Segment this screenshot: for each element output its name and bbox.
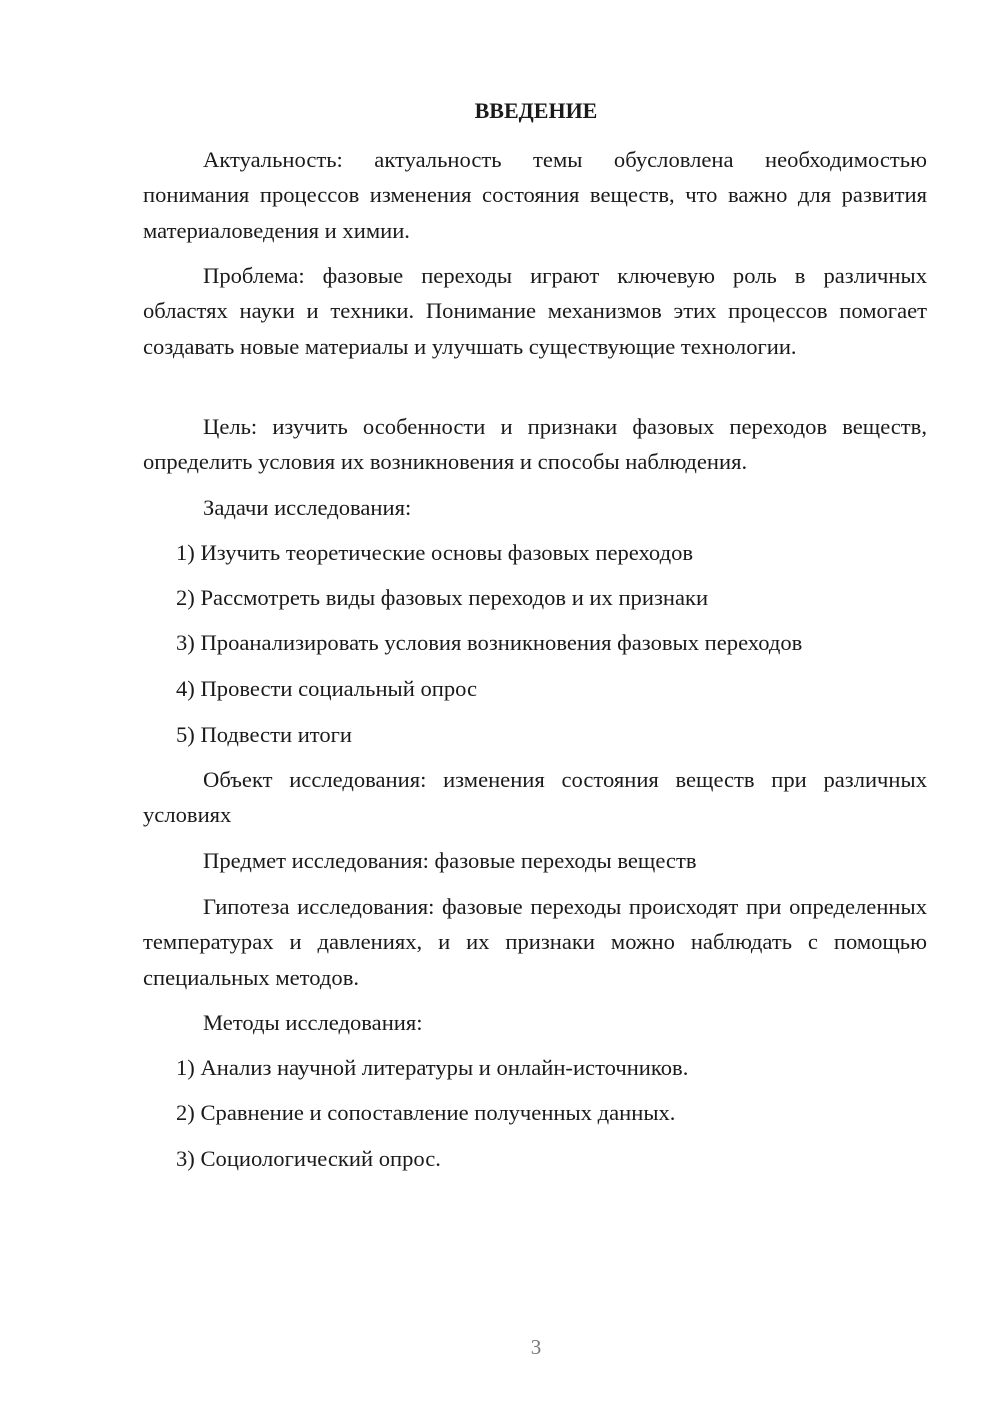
relevance-paragraph: Актуальность: актуальность темы обусловлена необходимостью понимания процессов изменения состояния веществ, что важно для развития материаловедения и химии. (143, 147, 927, 243)
object-paragraph: Объект исследования: изменения состояния веществ при различных условиях (143, 767, 927, 828)
method-item-1: 1) Анализ научной литературы и онлайн-источников. (176, 1055, 689, 1080)
task-item-1: 1) Изучить теоретические основы фазовых переходов (176, 540, 694, 565)
page-title: ВВЕДЕНИЕ (474, 98, 598, 123)
problem-paragraph: Проблема: фазовые переходы играют ключевую роль в различных областях науки и техники. Понимание механизмов этих процессов помогает создавать новые материалы и улучшать существующие технологии. (143, 263, 927, 359)
tasks-heading: Задачи исследования: (203, 495, 412, 520)
subject-line: Предмет исследования: фазовые переходы веществ (203, 848, 697, 873)
method-item-2: 2) Сравнение и сопоставление полученных данных. (176, 1100, 676, 1125)
page-number: 3 (530, 1335, 542, 1359)
methods-heading: Методы исследования: (203, 1010, 423, 1035)
method-item-3: 3) Социологический опрос. (176, 1146, 441, 1171)
task-item-2: 2) Рассмотреть виды фазовых переходов и их признаки (176, 585, 709, 610)
goal-paragraph: Цель: изучить особенности и признаки фазовых переходов веществ, определить условия их возникновения и способы наблюдения. (143, 414, 927, 475)
task-item-3: 3) Проанализировать условия возникновения фазовых переходов (176, 630, 803, 655)
hypothesis-paragraph: Гипотеза исследования: фазовые переходы происходят при определенных температурах и давлениях, и их признаки можно наблюдать с помощью специальных методов. (143, 894, 927, 990)
task-item-5: 5) Подвести итоги (176, 722, 353, 747)
task-item-4: 4) Провести социальный опрос (176, 676, 478, 701)
